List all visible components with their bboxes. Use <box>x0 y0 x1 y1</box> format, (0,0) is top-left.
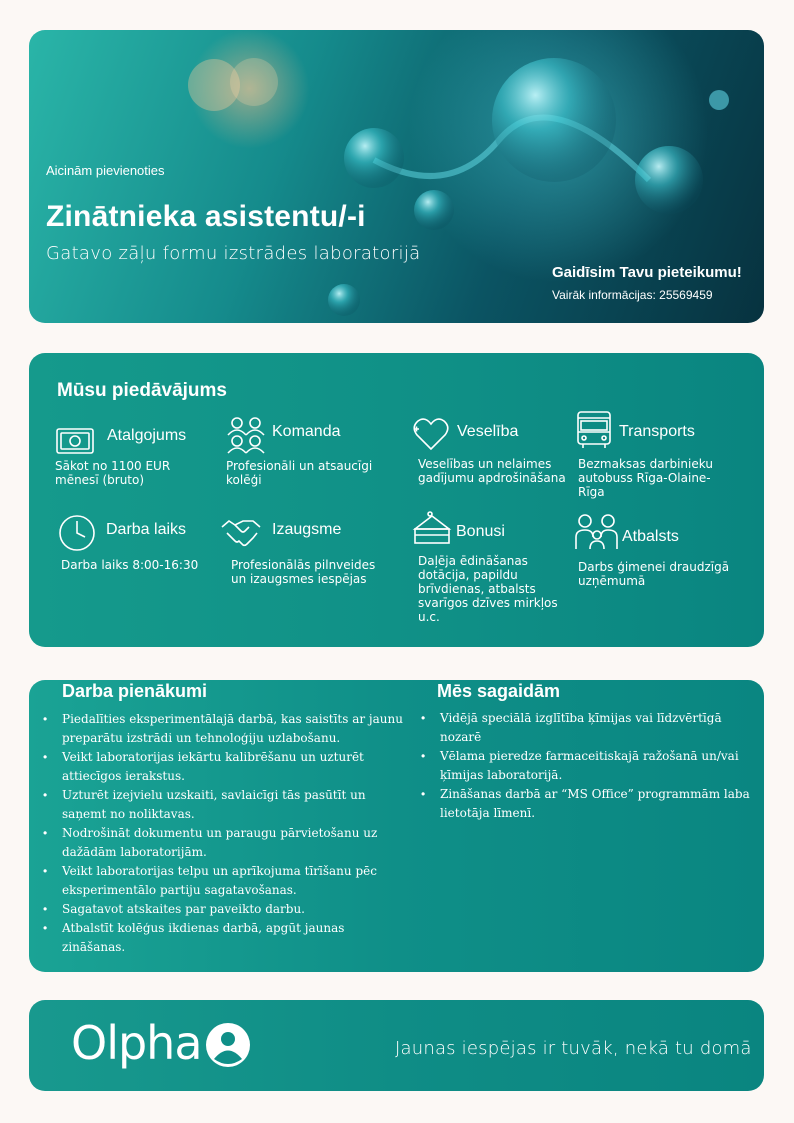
bus-icon <box>574 410 614 450</box>
offer-title: Mūsu piedāvājums <box>57 380 227 401</box>
list-item: • Vēlama pieredze farmaceitiskajā ražošanā un/vai ķīmijas laboratorijā. <box>421 747 759 785</box>
list-item: • Piedalīties eksperimentālajā darbā, kas saistīts ar jaunu preparātu izstrādi un tehnoloģiju uzlabošanu. <box>43 710 405 748</box>
list-item: • Atbalstīt kolēģus ikdienas darbā, apgūt jaunas zināšanas. <box>43 919 405 957</box>
requirements-title: Mēs sagaidām <box>437 681 561 701</box>
benefit-label: Atbalsts <box>622 528 679 545</box>
list-item: • Veikt laboratorijas iekārtu kalibrēšanu un uzturēt attiecīgos ierakstus. <box>43 748 405 786</box>
list-item: • Uzturēt izejvielu uzskaiti, savlaicīgi tās pasūtīt un saņemt no noliktavas. <box>43 786 405 824</box>
job-subtitle: Gatavo zāļu formu izstrādes laboratorijā <box>46 243 421 264</box>
benefit-label: Darba laiks <box>106 521 187 538</box>
cake-icon <box>412 511 452 551</box>
benefit-label: Veselība <box>457 423 519 440</box>
list-item: • Nodrošināt dokumentu un paraugu pārvietošanu uz dažādām laboratorijām. <box>43 824 405 862</box>
offer-section <box>29 353 764 647</box>
logo-text: Olpha <box>71 1016 202 1070</box>
family-icon <box>575 513 615 553</box>
clock-icon <box>57 513 97 553</box>
benefit-label: Bonusi <box>456 523 505 540</box>
list-item: • Vidējā speciālā izglītība ķīmijas vai līdzvērtīgā nozarē <box>421 709 759 747</box>
benefit-desc: Profesionāli un atsaucīgi kolēģi <box>226 459 373 487</box>
contact-info[interactable]: Vairāk informācijas: 25569459 <box>552 288 713 302</box>
benefit-desc: Sākot no 1100 EUR mēnesī (bruto) <box>55 459 171 487</box>
duties-title: Darba pienākumi <box>62 681 208 701</box>
benefit-label: Izaugsme <box>272 521 342 538</box>
slogan: Jaunas iespējas ir tuvāk, nekā tu domā <box>395 1038 752 1059</box>
duties-list <box>43 710 405 957</box>
benefit-desc: Darba laiks 8:00-16:30 <box>61 558 199 572</box>
team-icon <box>226 415 266 455</box>
benefit-desc: Darbs ģimenei draudzīgā uzņēmumā <box>578 560 730 588</box>
list-item: • Veikt laboratorijas telpu un aprīkojuma tīrīšanu pēc eksperimentālo partiju sagatavošanas. <box>43 862 405 900</box>
application-cta: Gaidīsim Tavu pieteikumu! <box>552 264 742 281</box>
list-item: • Zināšanas darbā ar “MS Office” programmām laba lietotāja līmenī. <box>421 785 759 823</box>
handshake-icon <box>221 513 261 553</box>
heart-icon <box>411 415 451 455</box>
money-icon <box>55 421 95 461</box>
benefit-label: Transports <box>619 423 695 440</box>
footer-banner <box>29 1000 764 1091</box>
hero-banner <box>29 30 764 323</box>
benefit-desc: Bezmaksas darbinieku autobuss Rīga-Olaine-Rīga <box>578 457 713 499</box>
requirements-list <box>421 709 759 823</box>
benefit-desc: Daļēja ēdināšanas dotācija, papildu brīvdienas, atbalsts svarīgos dzīves mirkļos u.c. <box>418 554 558 624</box>
benefit-label: Komanda <box>272 423 341 440</box>
job-title: Zinātnieka asistentu/-i <box>46 200 366 233</box>
duties-section <box>29 680 764 972</box>
list-item: • Sagatavot atskaites par paveikto darbu. <box>43 900 405 919</box>
benefit-desc: Veselības un nelaimes gadījumu apdrošināšana <box>418 457 566 485</box>
hero-kicker: Aicinām pievienoties <box>46 163 165 178</box>
olpha-logo <box>71 1016 251 1070</box>
benefit-desc: Profesionālās pilnveides un izaugsmes iespējas <box>231 558 376 586</box>
benefit-label: Atalgojums <box>107 427 187 444</box>
logo-mark-icon <box>205 1022 251 1068</box>
